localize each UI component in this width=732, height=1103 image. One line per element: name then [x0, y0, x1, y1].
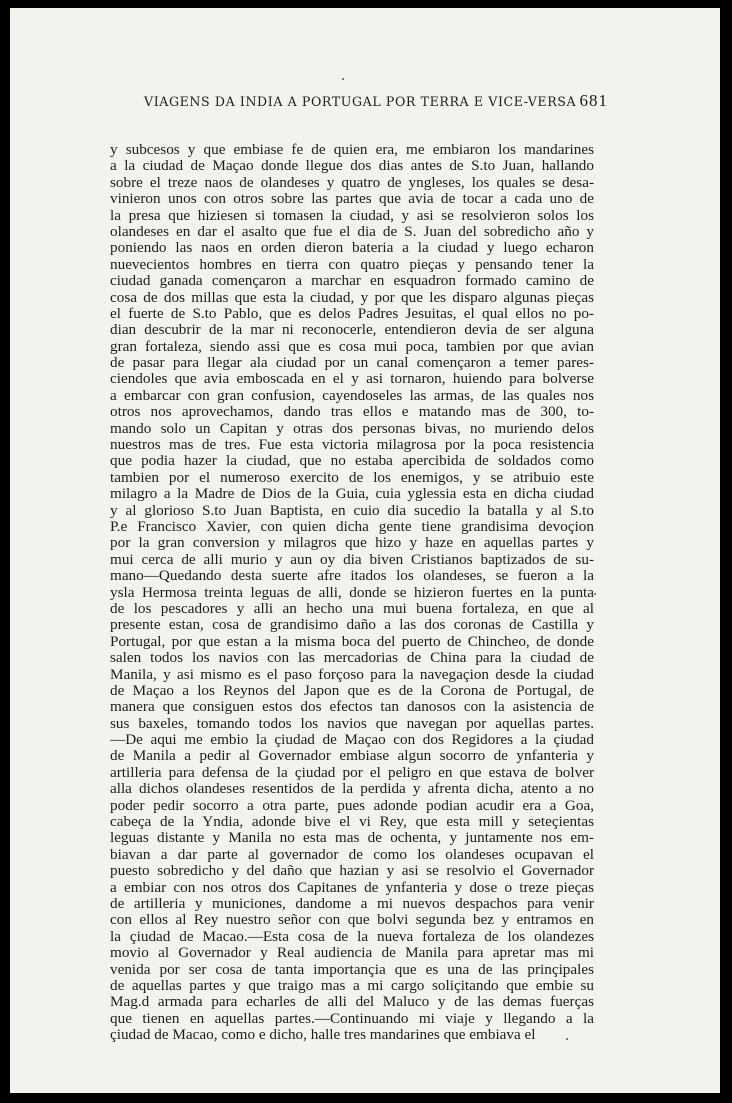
text-line: de pasar para llegar ala ciudad por un canal començaron a temer pares-	[110, 355, 594, 372]
text-line: ciudad ganada començaron a marchar en esquadron formado camino de	[110, 273, 594, 290]
text-line: milagro a la Madre de Dios de la Guia, cuia yglessia esta en dicha ciudad	[110, 486, 594, 503]
text-line: nuestros mas de tres. Fue esta victoria milagrosa por la poca resistencia	[110, 437, 594, 454]
text-line: presente estan, cosa de grandisimo daño a las dos coronas de Castilla y	[110, 617, 594, 634]
text-line: cosa de dos millas que esta la ciudad, y por que les disparo algunas pieças	[110, 289, 594, 306]
text-line: que podia hazer la ciudad, que no estaba apercibida de soldados como	[110, 453, 594, 470]
text-line: de los pescadores y alli an hecho una mui buena fortaleza, en que al	[110, 600, 594, 617]
text-line: el fuerte de S.to Pablo, que es delos Padres Jesuitas, el qual ellos no po-	[110, 305, 594, 322]
text-line: a embiar con nos otros dos Capitanes de ynfanteria y dose o treze pieças	[110, 879, 594, 896]
text-line: nuevecientos hombres en tierra con quatro pieças y pensando tener la	[110, 256, 594, 273]
text-line: otros nos aprovechamos, dando tras ellos e matando mas de 300, to-	[110, 404, 594, 421]
text-line: de Maçao a los Reynos del Japon que es de la Corona de Portugal, de	[110, 682, 594, 699]
text-line: dian descubrir de la mar ni reconocerle, entendieron devia de ser alguna	[110, 322, 594, 339]
ink-speck-right	[594, 593, 596, 595]
text-line: y al glorioso S.to Juan Baptista, en cuio dia sucedio la batalla y al S.to	[110, 502, 594, 519]
text-line: venida por ser cosa de tanta importançia que es una de las prinçipales	[110, 961, 594, 978]
text-line: çiudad de Macao, como e dicho, halle tres mandarines que embiava el	[110, 1027, 536, 1044]
text-line: mui cerca de alli murio y aun oy dia biven Cristianos baptizados de su-	[110, 551, 594, 568]
text-line: gran fortaleza, siendo assi que es cosa mui poca, tambien por que avian	[110, 338, 594, 355]
book-page	[10, 8, 720, 1093]
text-line: Portugal, por que estan a la misma boca del puerto de Chincheo, de donde	[110, 633, 594, 650]
text-line: la çiudad de Macao.—Esta cosa de la nueva fortaleza de los olandezes	[110, 928, 594, 945]
text-line: que tienen en aquellas partes.—Continuando mi viaje y llegando a la	[110, 1010, 594, 1027]
text-line: leguas distante y Manila no esta mas de ochenta, y juntamente nos em-	[110, 830, 594, 847]
text-line: biavan a dar parte al governador de como los olandeses ocupavan el	[110, 846, 594, 863]
text-line: olandeses en dar el asalto que fue el dia de S. Juan del sobredicho año y	[110, 223, 594, 240]
text-line: manera que consiguen estos dos efectos tan danosos con la asistencia de	[110, 699, 594, 716]
text-line: de aquellas partes y que traigo mas a mi cargo soliçitando que embie su	[110, 977, 594, 994]
text-line: movio al Governador y Real audiencia de Manila para apretar mas mi	[110, 945, 594, 962]
text-line: P.e Francisco Xavier, con quien dicha gente tiene grandisima devoçion	[110, 518, 594, 535]
text-line: cabeça de la Yndia, adonde bive el vi Rey, que esta mill y seteçientas	[110, 814, 594, 831]
text-line: Mag.d armada para echarles de alli del Maluco y de las demas fuerças	[110, 994, 594, 1011]
page-number: 681	[579, 91, 608, 110]
text-line: alla dichos olandeses resentidos de la perdida y afrenta dicha, atento a no	[110, 781, 594, 798]
text-line: a embarcar con gran confusion, cayendoseles las armas, de las quales nos	[110, 387, 594, 404]
text-line: poder pedir socorro a otra parte, pues adonde podian acudir era a Goa,	[110, 797, 594, 814]
text-line: a la ciudad de Maçao donde llegue dos dias antes de S.to Juan, hallando	[110, 158, 594, 175]
text-line: por la gran conversion y milagros que hizo y haze en aquellas partes y	[110, 535, 594, 552]
text-line: sus baxeles, tomando todos los navios que navegan por aquellas partes.	[110, 715, 594, 732]
text-line: ysla Hermosa treinta leguas de alli, donde se hizieron fuertes en la punta	[110, 584, 594, 601]
ink-speck-bottom	[566, 1038, 568, 1040]
text-line: sobre el treze naos de olandeses y quatro de yngleses, los quales se desa-	[110, 174, 594, 191]
running-header	[144, 91, 608, 110]
body-text	[110, 142, 594, 1043]
text-line: mano—Quedando desta suerte afre itados los olandeses, se fueron a la	[110, 568, 594, 585]
text-line: poniendo las naos en orden dieron bateria a la ciudad y luego echaron	[110, 240, 594, 257]
text-line: Manila, y asi mismo es el paso forçoso para la navegaçion desde la ciudad	[110, 666, 594, 683]
text-line: la presa que hiziesen si tomasen la ciudad, y asi se resolvieron solos los	[110, 207, 594, 224]
running-title: VIAGENS DA INDIA A PORTUGAL POR TERRA E VICE-VERSA	[144, 94, 577, 109]
text-line: mando solo un Capitan y otras dos personas bivas, no muriendo delos	[110, 420, 594, 437]
text-line: y subcesos y que embiase fe de quien era, me embiaron los mandarines	[110, 142, 594, 158]
text-line: vinieron unos con otros sobre las partes que avia de tocar a cada uno de	[110, 191, 594, 208]
text-line: de artilleria y municiones, dandome a mi nuevos despachos para venir	[110, 895, 594, 912]
text-line: ciendoles que avia emboscada en el y asi tornaron, huiendo para bolverse	[110, 371, 594, 388]
ink-speck-top	[342, 78, 344, 80]
text-line: de Manila a pedir al Governador embiase algun socorro de ynfanteria y	[110, 748, 594, 765]
text-line: artilleria para defensa de la çiudad por el peligro en que estava de bolver	[110, 764, 594, 781]
text-line: con ellos al Rey nuestro señor con que bolvi segunda bez y entramos en	[110, 912, 594, 929]
text-line: puesto sobredicho y del daño que hazian y asi se resolvio el Governador	[110, 863, 594, 880]
text-line: salen todos los navios con las mercadorias de China para la ciudad de	[110, 650, 594, 667]
text-line: —De aqui me embio la çiudad de Maçao con dos Regidores a la çiudad	[110, 732, 594, 749]
text-line: tambien por el numeroso exercito de los enemigos, y se atribuio este	[110, 469, 594, 486]
